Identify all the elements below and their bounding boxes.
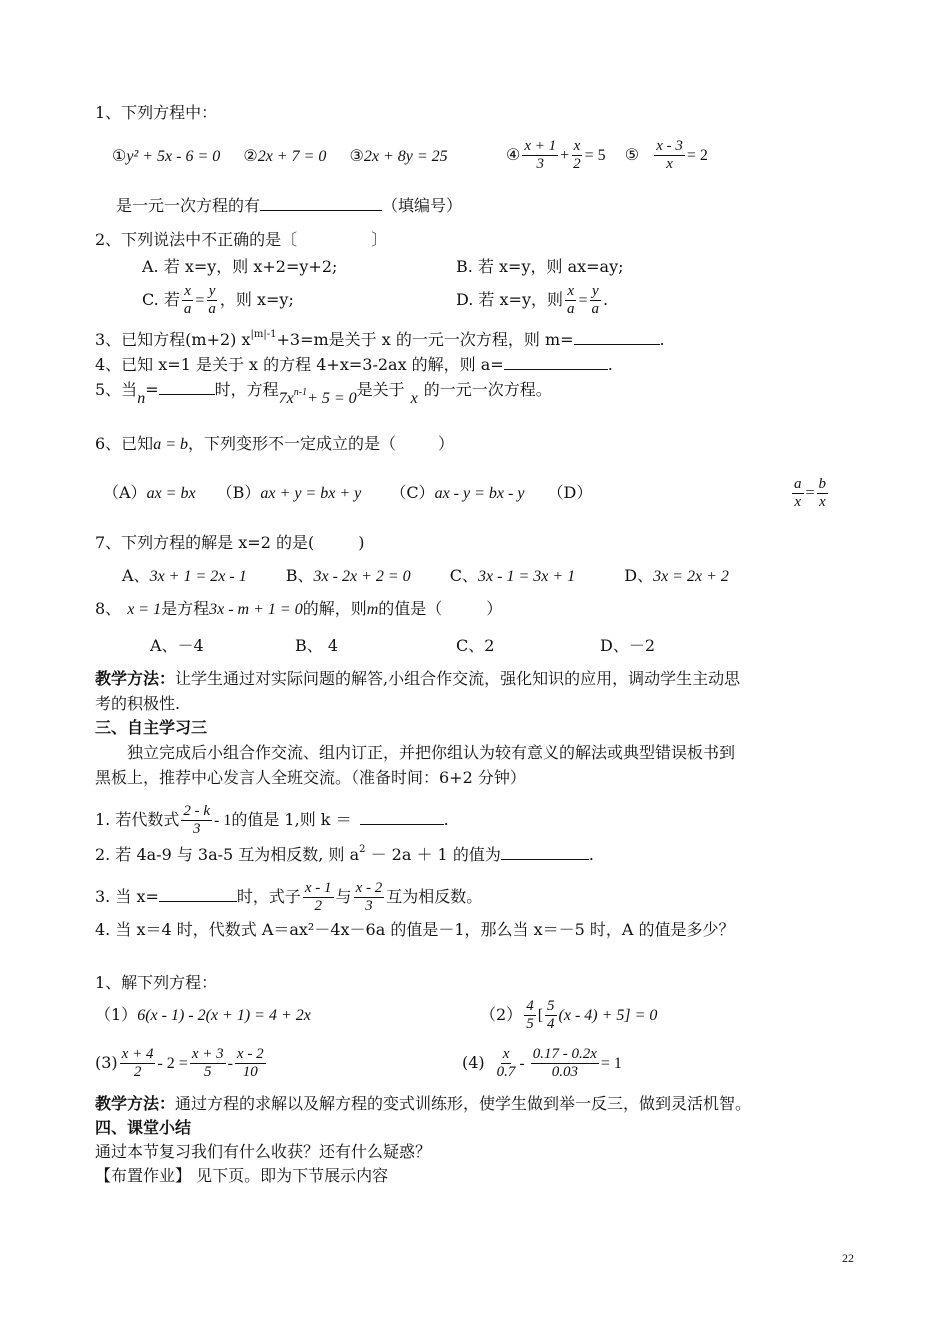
s3-p2-post: － 2a ＋ 1 的值为: [365, 845, 501, 864]
q8-option-d: D、－2: [600, 636, 656, 655]
solve-eq4: [462, 1046, 622, 1081]
q2-c-frac1: $\frac{x}{a}$: [183, 283, 192, 317]
q6-c-expr: ax - y = bx - y: [434, 485, 525, 502]
section4-title: 四、课堂小结: [95, 1118, 192, 1137]
s3-p1-tail: - 1: [214, 812, 232, 829]
solve-e1-label: （1）: [95, 1005, 138, 1024]
q7-d-expr: 3x = 2x + 2: [653, 568, 729, 585]
q1-opt3-mark: ③: [349, 146, 364, 165]
q2-d-pre: D. 若 x=y，则: [456, 290, 563, 309]
q3-pre: 3、已知方程(m+2) x: [95, 330, 251, 349]
q2-d-eq: =: [578, 292, 588, 309]
method1-text: 让学生通过对实际问题的解答,小组合作交流，强化知识的应用，调动学生主动思: [175, 669, 741, 688]
method2-line: [95, 1094, 751, 1114]
q6-options: [103, 483, 592, 504]
s3-p2-pre: 2. 若 4a-9 与 3a-5 互为相反数, 则 a: [95, 845, 360, 864]
solve-e2-open: [: [537, 1007, 544, 1024]
q6-c-label: （C）: [390, 483, 435, 502]
q3-answer-blank[interactable]: [574, 330, 660, 345]
solve-eq3: [95, 1046, 268, 1081]
q2-d-frac1: $\frac{x}{a}$: [567, 283, 575, 317]
q1-opt5-frac: $\frac{x - 3}{x}$: [656, 138, 683, 172]
q1-answer-tail: （填编号）: [382, 196, 463, 215]
q1-opt3-expr: 2x + 8y = 25: [363, 148, 448, 165]
solve-e4-label: (4): [462, 1053, 485, 1072]
q1-answer-line: [116, 196, 462, 216]
solve-stem: 1、解下列方程：: [95, 973, 218, 992]
q6-post: ，下列变形不一定成立的是（: [187, 434, 396, 453]
s3-p2-end: .: [588, 845, 594, 864]
q7-stem-end: ): [358, 533, 365, 552]
q1-opt1-mark: ①: [112, 146, 127, 165]
solve-e3-frac1: $\frac{x + 4}{2}$: [121, 1046, 154, 1080]
q8-cond: x = 1: [127, 601, 162, 618]
q2-c-post: ，则 x=y;: [219, 290, 294, 309]
q7-stem: [95, 533, 364, 553]
q1-opt4-frac2: $\frac{x}{2}$: [573, 138, 581, 172]
q1-opt4: [506, 138, 708, 173]
q5-eq: =: [145, 380, 159, 399]
q2-stem-text: 2、下列说法中不正确的是〔: [95, 230, 298, 249]
q6-b-label: （B）: [216, 483, 261, 502]
q2-c-eq: =: [195, 292, 205, 309]
s3-problem4: 4. 当 x＝4 时，代数式 A＝ax²－4x－6a 的值是－1，那么当 x＝－5 时，A 的值是多少？: [95, 920, 735, 939]
q5-var-n: n: [137, 390, 146, 407]
q5-var-x: x: [410, 390, 418, 407]
s3-problem2: [95, 845, 594, 865]
q8-stem: [95, 599, 502, 620]
q7-d-label: D、: [624, 566, 654, 585]
q3-line: [95, 330, 665, 350]
solve-eq2: [480, 998, 657, 1033]
q6-pre: 6、已知: [95, 434, 154, 453]
q8-var-m: m: [366, 601, 379, 618]
q6-d-frac1: $\frac{a}{x}$: [794, 476, 802, 510]
q5-post: 的一元一次方程。: [423, 380, 552, 399]
q1-opt4-mark: ④: [506, 145, 521, 164]
solve-e2-tail: (x - 4) + 5] = 0: [558, 1007, 658, 1024]
q4-text: 4、已知 x=1 是关于 x 的方程 4+x=3-2ax 的解，则 a=: [95, 355, 504, 374]
solve-e2-frac2: $\frac{5}{4}$: [547, 998, 555, 1032]
s3-p3-post: 互为相反数。: [386, 887, 483, 906]
s3-p3-and: 与: [335, 887, 352, 906]
q1-stem: 1、下列方程中：: [95, 103, 218, 122]
s3-p3-blank[interactable]: [159, 887, 237, 902]
s3-problem3: [95, 880, 482, 915]
q5-mid: 时，方程: [214, 380, 279, 399]
homework-label: 【布置作业】: [95, 1166, 192, 1185]
q2-option-d: [456, 283, 608, 318]
method1-label: 教学方法：: [95, 669, 176, 688]
homework-line: [95, 1166, 388, 1186]
q3-exponent: |m|-1: [250, 329, 277, 340]
q3-end: .: [659, 330, 665, 349]
section3-title: 三、自主学习三: [95, 718, 208, 737]
section3-intro1: 独立完成后小组合作交流、组内订正，并把你组认为较有意义的解法或典型错误板书到: [127, 743, 736, 762]
q6-d-frac2: $\frac{b}{x}$: [818, 476, 827, 510]
q5-pre: 5、当: [95, 380, 138, 399]
q2-d-period: .: [603, 290, 609, 309]
q1-opt2-mark: ②: [243, 146, 258, 165]
q1-opt4-op: +: [560, 147, 570, 164]
q1-opt4-tail: = 5: [584, 147, 606, 164]
q7-stem-text: 7、下列方程的解是 x=2 的是(: [95, 533, 315, 552]
q4-line: [95, 355, 613, 375]
q7-b-expr: 3x - 2x + 2 = 0: [313, 568, 411, 585]
q2-c-frac2: $\frac{y}{a}$: [208, 283, 216, 317]
q8-post-end: ）: [486, 599, 503, 618]
q8-option-b: B、 4: [295, 636, 339, 655]
q8-post: 的解，则: [302, 599, 367, 618]
solve-e3-frac3: $\frac{x - 2}{10}$: [236, 1046, 264, 1080]
q2-stem: [95, 230, 387, 250]
solve-e2-label: （2）: [480, 1005, 523, 1024]
s3-p1-frac: $\frac{2 - k}{3}$: [183, 803, 211, 837]
q6-d-expr: [790, 476, 830, 511]
s3-p2-sup: 2: [359, 844, 366, 855]
s3-p3-frac2: $\frac{x - 2}{3}$: [355, 880, 383, 914]
s3-p1-post: 的值是 1,则 k ＝: [231, 810, 352, 829]
solve-eq1: [95, 1005, 311, 1026]
method2-label: 教学方法：: [95, 1094, 176, 1113]
q8-post2: 的值是（: [378, 599, 443, 618]
q1-opt5-tail: = 2: [686, 147, 708, 164]
solve-e4-frac2: $\frac{0.17 - 0.2x}{0.03}$: [532, 1046, 597, 1080]
q1-options: [112, 146, 448, 167]
s3-p3-mid: 时，式子: [236, 887, 301, 906]
q8-mid: 是方程: [161, 599, 210, 618]
q8-option-a: A、－4: [150, 636, 204, 655]
q5-line: [95, 380, 552, 407]
solve-e3-mid: - 2 =: [157, 1055, 188, 1072]
solve-e3-frac2: $\frac{x + 3}{5}$: [191, 1046, 224, 1080]
q1-opt4-frac1: $\frac{x + 1}{3}$: [524, 138, 557, 172]
q3-post: +3=m是关于 x 的一元一次方程，则 m=: [276, 330, 574, 349]
homework-text: 见下页。即为下节展示内容: [191, 1166, 389, 1185]
q8-equation: 3x - m + 1 = 0: [209, 601, 303, 618]
q2-c-pre: C. 若: [142, 290, 180, 309]
section4-line1: 通过本节复习我们有什么收获？还有什么疑惑？: [95, 1142, 432, 1161]
q2-stem-end: 〕: [371, 230, 388, 249]
q7-c-expr: 3x - 1 = 3x + 1: [478, 568, 576, 585]
q6-d-label: （D）: [547, 483, 593, 502]
q6-post-end: ）: [438, 434, 455, 453]
solve-e3-label: (3): [95, 1053, 118, 1072]
q5-answer-blank[interactable]: [159, 380, 215, 395]
s3-p1-end: .: [443, 810, 449, 829]
q1-opt2-expr: 2x + 7 = 0: [257, 148, 327, 165]
q7-c-label: C、: [449, 566, 479, 585]
q6-cond: a = b: [153, 436, 188, 453]
s3-p3-pre: 3. 当 x=: [95, 887, 159, 906]
q7-b-label: B、: [285, 566, 314, 585]
method2-text: 通过方程的求解以及解方程的变式训练形，使学生做到举一反三，做到灵活机智。: [175, 1094, 752, 1113]
q2-option-b: B. 若 x=y，则 ax=ay;: [456, 257, 624, 276]
page-number: 22: [842, 1251, 854, 1265]
solve-e4-tail: = 1: [600, 1055, 622, 1072]
q2-option-a: A. 若 x=y，则 x+2=y+2;: [142, 257, 338, 276]
method1-line1: [95, 669, 740, 689]
s3-p1-blank[interactable]: [360, 810, 444, 825]
method1-line2: 考的积极性.: [95, 694, 181, 713]
q6-a-label: （A）: [103, 483, 147, 502]
q6-stem: [95, 434, 454, 455]
q2-option-c: [142, 283, 294, 318]
solve-e2-frac1: $\frac{4}{5}$: [526, 998, 534, 1032]
s3-p2-blank[interactable]: [501, 845, 589, 860]
q8-pre: 8、: [95, 599, 122, 618]
q8-option-c: C、2: [456, 636, 495, 655]
solve-e4-minus: -: [519, 1055, 525, 1072]
q4-end: .: [607, 355, 613, 374]
q6-a-expr: ax = bx: [146, 485, 196, 502]
s3-problem1: [95, 803, 449, 838]
q6-b-expr: ax + y = bx + y: [260, 485, 362, 502]
q1-opt5-mark: ⑤: [624, 145, 640, 164]
q7-options: [122, 566, 729, 587]
q4-answer-blank[interactable]: [504, 355, 608, 370]
section3-intro2: 黑板上，推荐中心发言人全班交流。（准备时间：6+2 分钟）: [95, 768, 526, 787]
s3-p3-frac1: $\frac{x - 1}{2}$: [304, 880, 332, 914]
q7-a-label: A、: [122, 566, 150, 585]
q6-d-eq: =: [805, 484, 815, 502]
q1-answer-label: 是一元一次方程的有: [116, 196, 261, 215]
solve-e1-expr: 6(x - 1) - 2(x + 1) = 4 + 2x: [137, 1007, 311, 1024]
q5-mid3: 是关于: [356, 380, 405, 399]
q1-answer-blank[interactable]: [260, 196, 382, 211]
q5-equation: $7x^{n-1}+ 5 = 0$: [278, 387, 357, 407]
s3-p1-pre: 1. 若代数式: [95, 810, 180, 829]
solve-e4-frac1: $\frac{x}{0.7}$: [496, 1046, 516, 1080]
q2-d-frac2: $\frac{y}{a}$: [591, 283, 600, 317]
q7-a-expr: 3x + 1 = 2x - 1: [149, 568, 247, 585]
solve-e3-minus: -: [227, 1055, 233, 1072]
q1-opt1-expr: y² + 5x - 6 = 0: [126, 148, 221, 165]
